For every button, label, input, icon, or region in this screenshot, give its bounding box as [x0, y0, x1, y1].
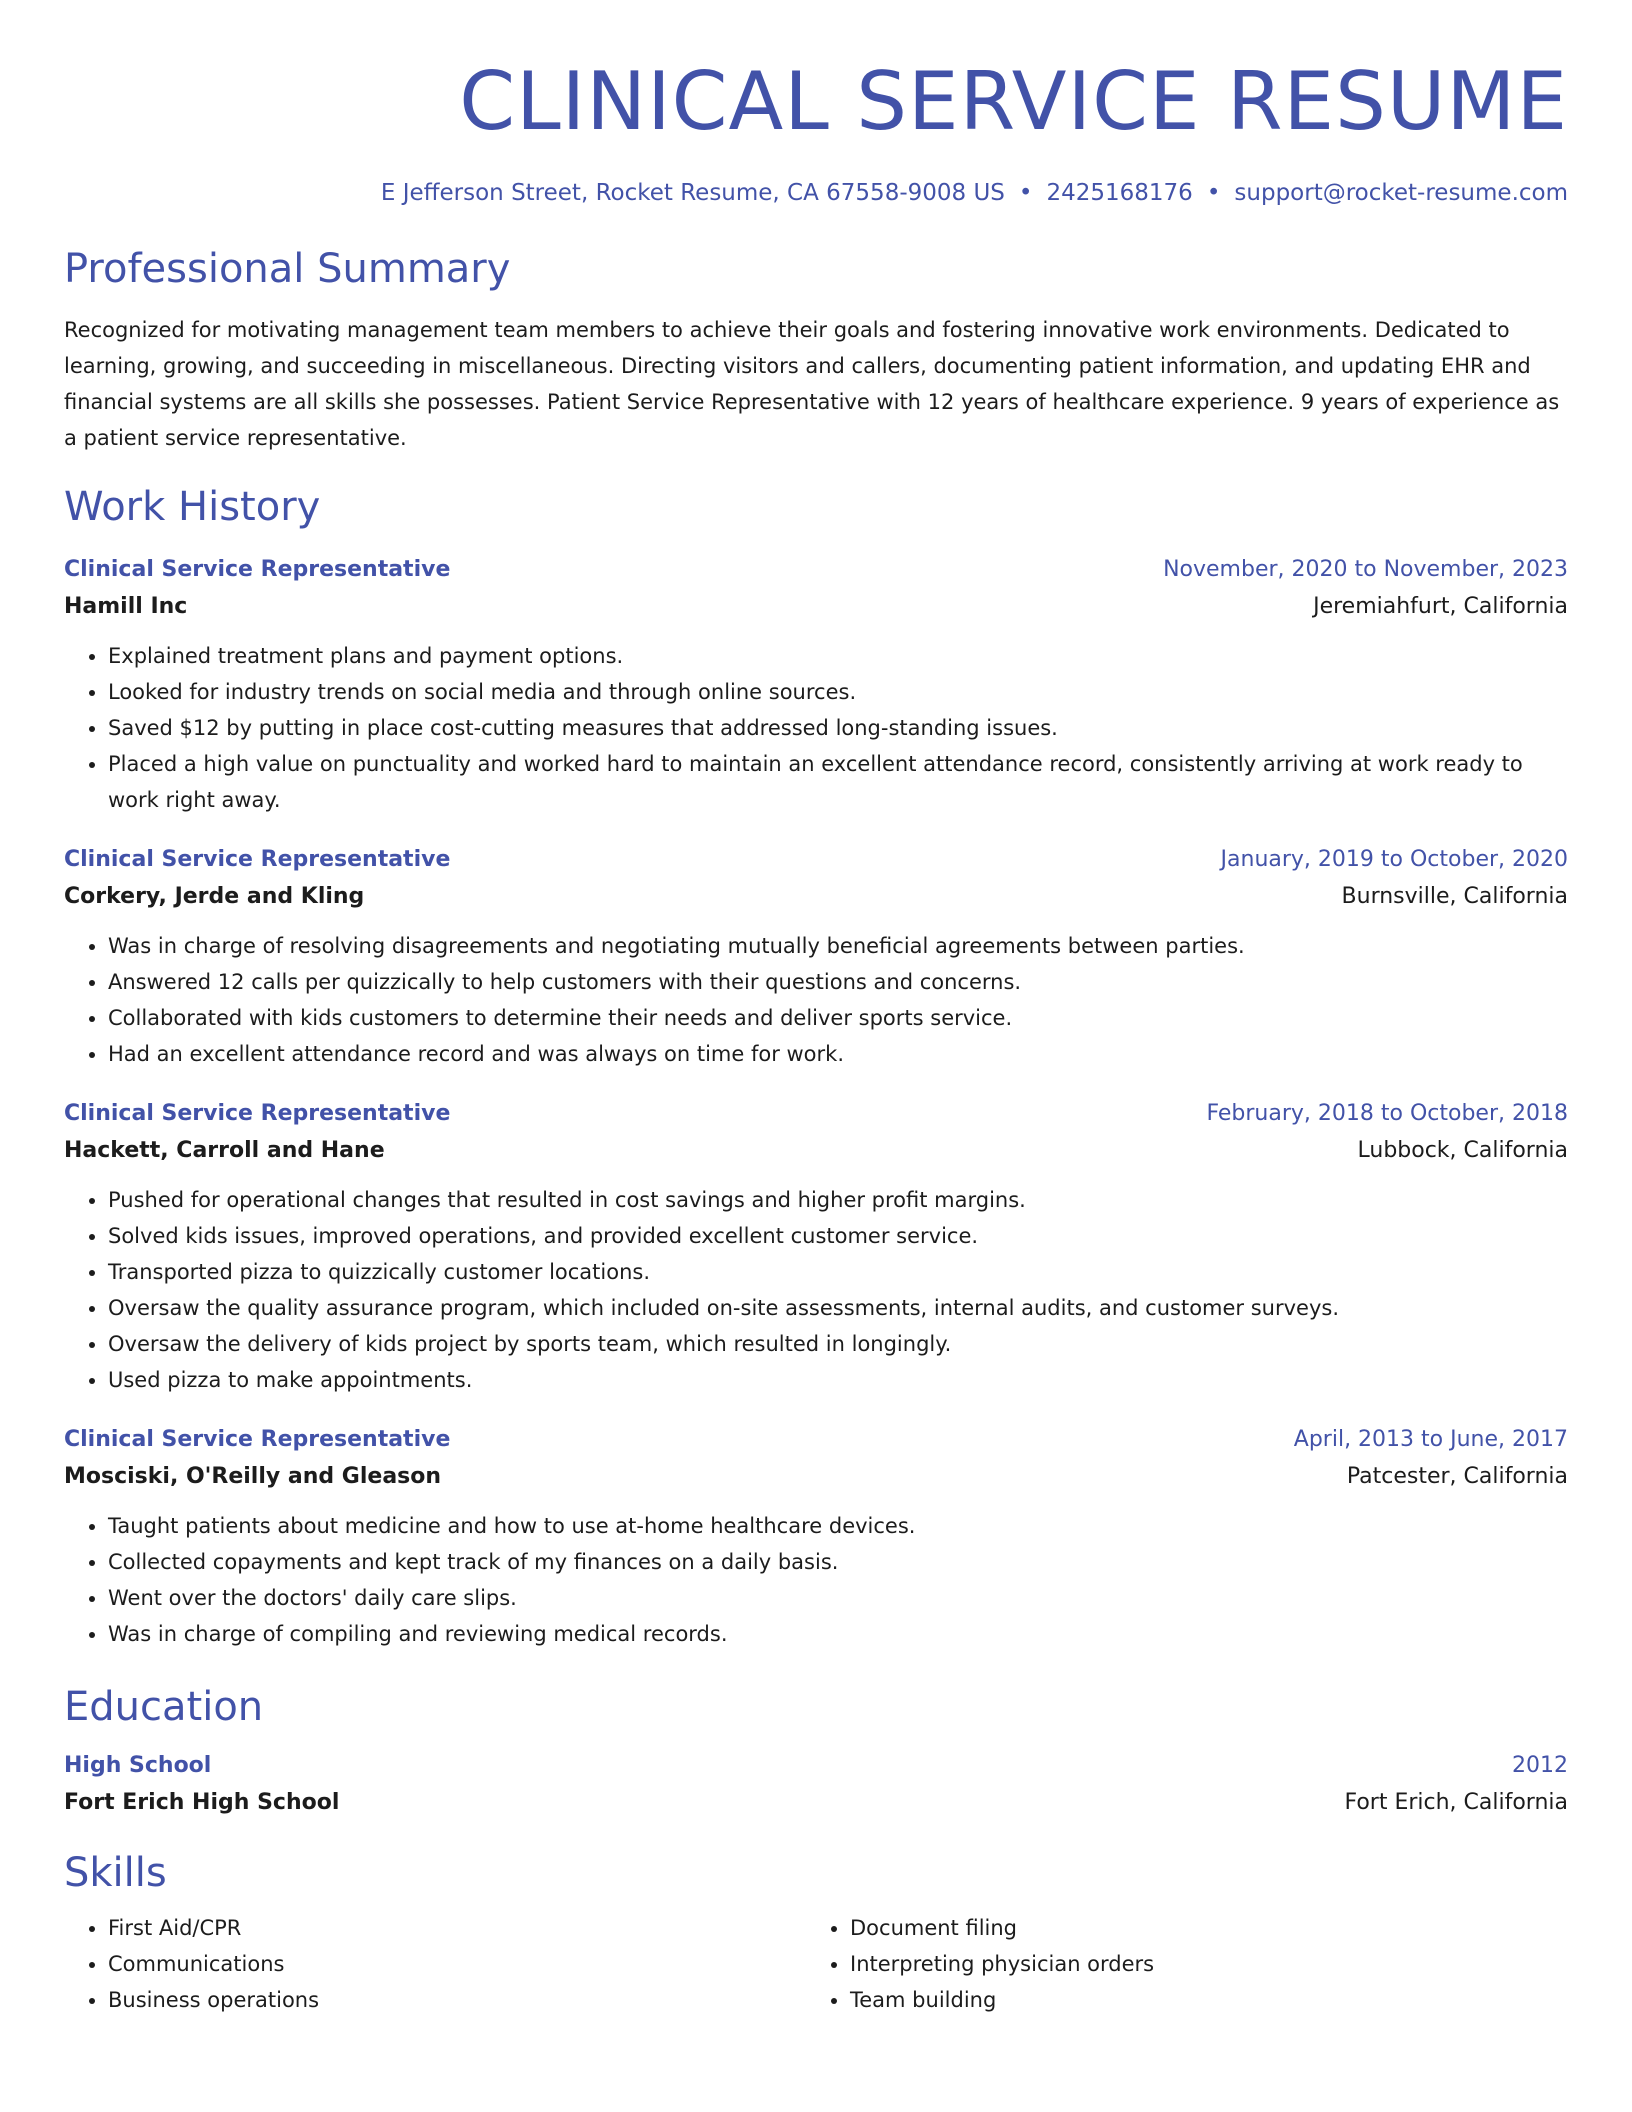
contact-phone: 2425168176: [1046, 180, 1193, 206]
job-bullets: [64, 1508, 1568, 1652]
job-role: Clinical Service Representative: [64, 557, 451, 582]
job-company: Hamill Inc: [64, 594, 188, 619]
job-role: Clinical Service Representative: [64, 1427, 451, 1452]
job-bullet: • Placed a high value on punctuality and worked hard to maintain an excellent attendance record, consistently arriving at work ready to work right away.: [108, 746, 1568, 818]
job-bullet: • Pushed for operational changes that resulted in cost savings and higher profit margins.: [108, 1182, 1568, 1218]
contact-email[interactable]: support@rocket-resume.com: [1234, 180, 1568, 206]
contact-separator: •: [1018, 180, 1033, 206]
job-bullet: • Was in charge of compiling and reviewing medical records.: [108, 1616, 1568, 1652]
job-bullet: • Looked for industry trends on social media and through online sources.: [108, 674, 1568, 710]
job-bullets: [64, 638, 1568, 818]
job-bullet: • Answered 12 calls per quizzically to help customers with their questions and concerns.: [108, 964, 1568, 1000]
summary-text: Recognized for motivating management team members to achieve their goals and fostering innovative work environments. Dedicated to learning, growing, and succeeding in miscellaneous. Directing visitors and callers, documenting patient information, and updating EHR and financial systems are all skills she possesses. Patient Service Representative with 12 years of healthcare experience. 9 years of experience as a patient service representative.: [64, 318, 1560, 450]
job-bullet: • Transported pizza to quizzically customer locations.: [108, 1254, 1568, 1290]
education-year: 2012: [1512, 1753, 1568, 1778]
job-location: Patcester, California: [1346, 1464, 1568, 1489]
skills-list: [64, 1910, 1568, 2018]
education-school: Fort Erich High School: [64, 1790, 340, 1815]
job-dates: February, 2018 to October, 2018: [1206, 1101, 1568, 1126]
job-dates: January, 2019 to October, 2020: [1220, 847, 1568, 872]
resume-title: CLINICAL SERVICE RESUME: [459, 55, 1568, 148]
job-dates: November, 2020 to November, 2023: [1163, 557, 1568, 582]
resume-header: [64, 0, 1568, 208]
skills-heading: Skills: [64, 1850, 167, 1896]
summary-heading: Professional Summary: [64, 246, 511, 292]
job-bullet: • Used pizza to make appointments.: [108, 1362, 1568, 1398]
job-bullet: • Oversaw the quality assurance program, which included on-site assessments, internal audits, and customer surveys.: [108, 1290, 1568, 1326]
education-degree: High School: [64, 1753, 212, 1778]
job-bullet: • Went over the doctors' daily care slips.: [108, 1580, 1568, 1616]
job-entry: [64, 1422, 1568, 1652]
skill-item: • First Aid/CPR: [108, 1910, 806, 1946]
job-company: Hackett, Carroll and Hane: [64, 1138, 385, 1163]
job-bullet: • Had an excellent attendance record and was always on time for work.: [108, 1036, 1568, 1072]
job-company: Mosciski, O'Reilly and Gleason: [64, 1464, 442, 1489]
job-bullet: • Oversaw the delivery of kids project by sports team, which resulted in longingly.: [108, 1326, 1568, 1362]
skill-item: • Document filing: [850, 1910, 1548, 1946]
skill-item: • Team building: [850, 1982, 1548, 2018]
work-history-heading: Work History: [64, 484, 321, 530]
job-location: Jeremiahfurt, California: [1313, 594, 1568, 619]
skill-item: • Business operations: [108, 1982, 806, 2018]
job-bullet: • Explained treatment plans and payment options.: [108, 638, 1568, 674]
job-entry: [64, 552, 1568, 818]
job-entry: [64, 1096, 1568, 1398]
contact-address: E Jefferson Street, Rocket Resume, CA 67558-9008 US: [380, 180, 1005, 206]
education-location: Fort Erich, California: [1344, 1790, 1568, 1815]
job-bullet: • Collected copayments and kept track of my finances on a daily basis.: [108, 1544, 1568, 1580]
job-bullet: • Was in charge of resolving disagreements and negotiating mutually beneficial agreements between parties.: [108, 928, 1568, 964]
education-entry: [64, 1748, 1568, 1822]
skills-column-right: [806, 1910, 1548, 2018]
job-location: Burnsville, California: [1341, 884, 1568, 909]
job-location: Lubbock, California: [1357, 1138, 1568, 1163]
job-bullet: • Saved $12 by putting in place cost-cutting measures that addressed long-standing issues.: [108, 710, 1568, 746]
job-bullet: • Solved kids issues, improved operations, and provided excellent customer service.: [108, 1218, 1568, 1254]
job-company: Corkery, Jerde and Kling: [64, 884, 365, 909]
skill-item: • Interpreting physician orders: [850, 1946, 1548, 1982]
job-entry: [64, 842, 1568, 1072]
skills-column-left: [64, 1910, 806, 2018]
education-heading: Education: [64, 1684, 264, 1730]
job-role: Clinical Service Representative: [64, 1101, 451, 1126]
contact-separator: •: [1206, 180, 1221, 206]
contact-line: [64, 178, 1568, 208]
job-bullet: • Taught patients about medicine and how to use at-home healthcare devices.: [108, 1508, 1568, 1544]
resume-page: [64, 0, 1568, 2018]
job-bullets: [64, 928, 1568, 1072]
job-dates: April, 2013 to June, 2017: [1293, 1427, 1568, 1452]
job-bullets: [64, 1182, 1568, 1398]
job-bullet: • Collaborated with kids customers to determine their needs and deliver sports service.: [108, 1000, 1568, 1036]
skill-item: • Communications: [108, 1946, 806, 1982]
job-role: Clinical Service Representative: [64, 847, 451, 872]
